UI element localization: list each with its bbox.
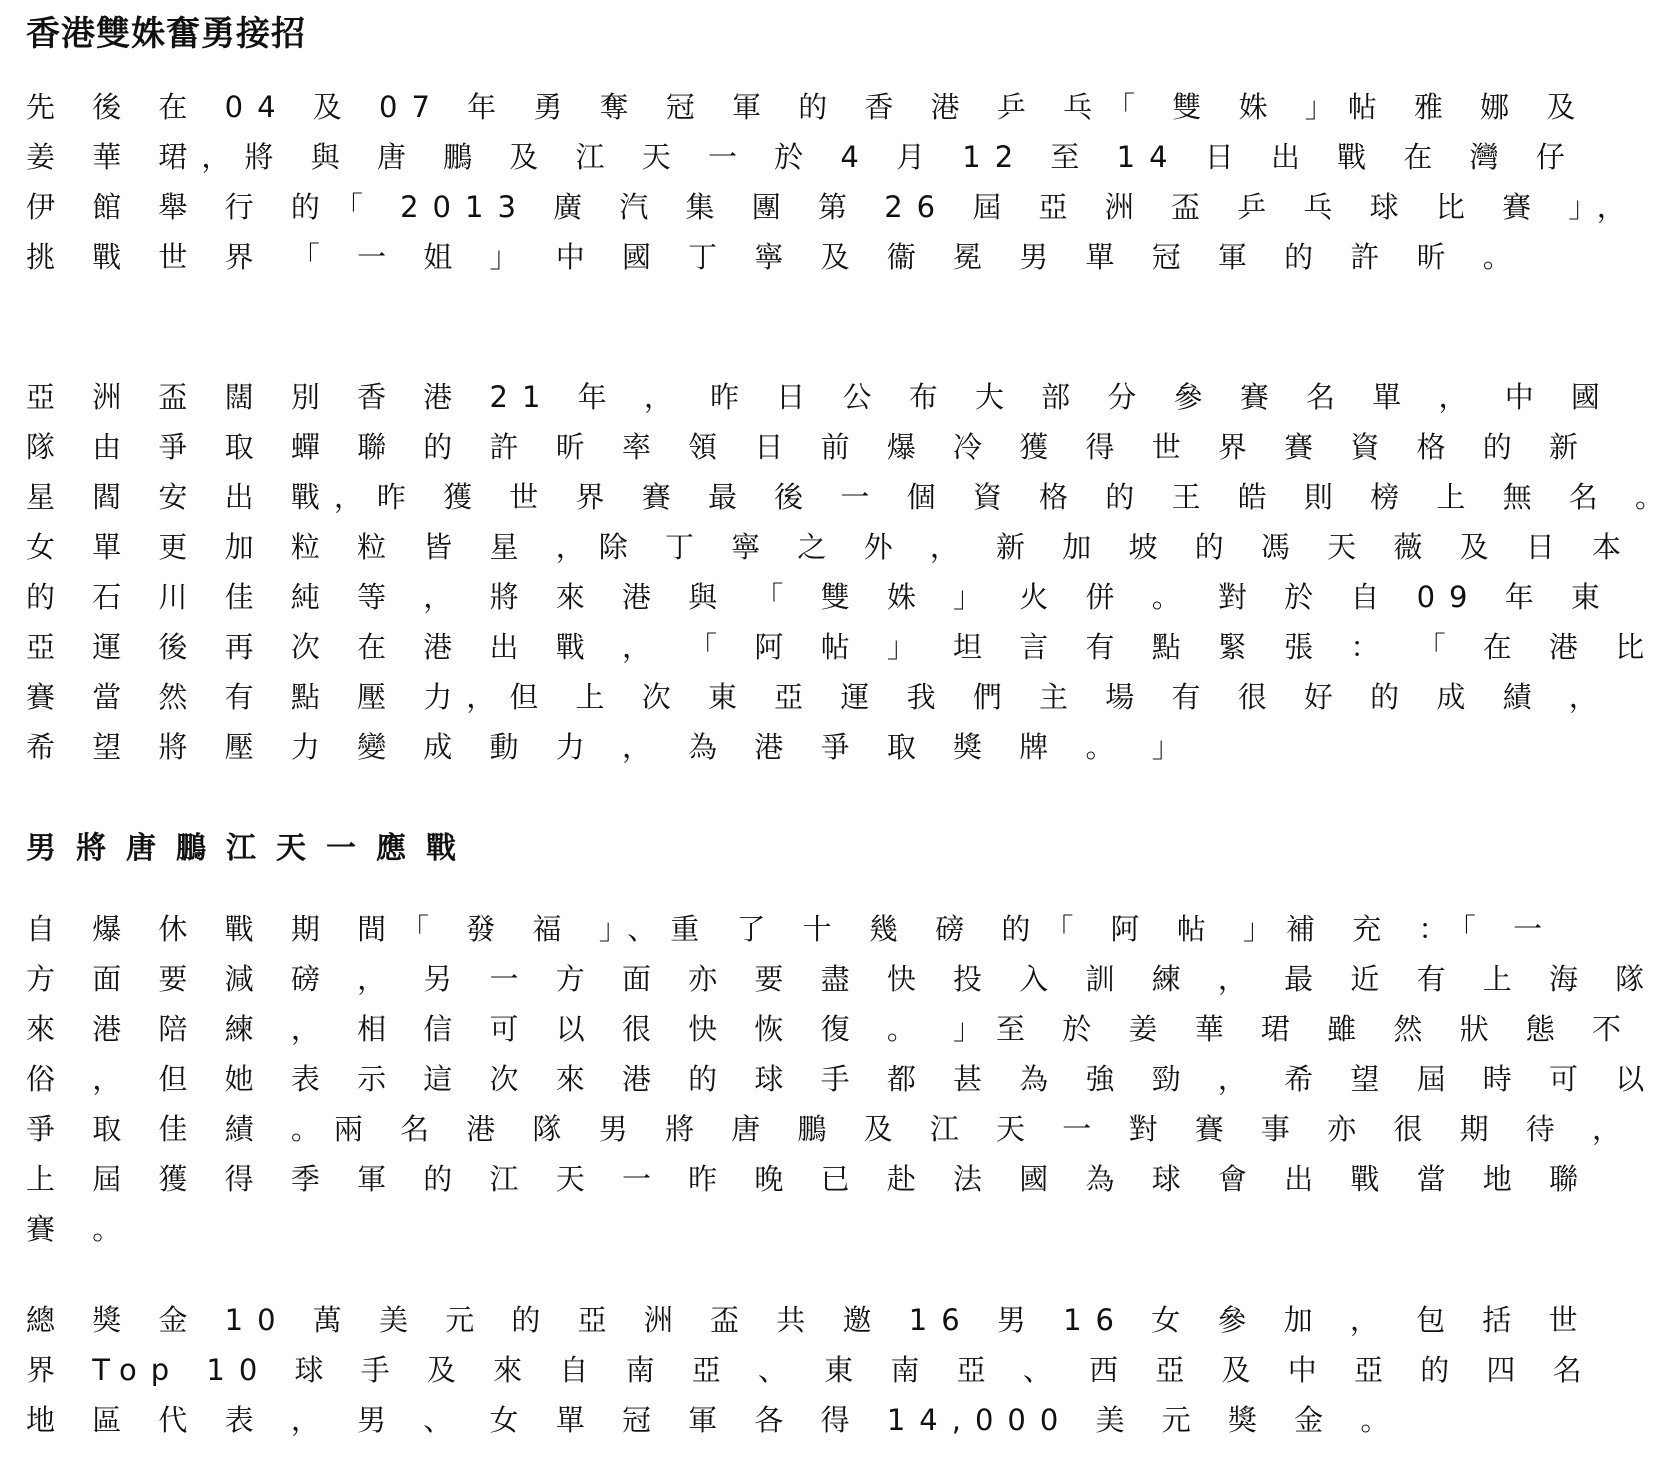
text-line: 來 港 陪 練 ， 相 信 可 以 很 快 恢 復 。 」至 於 姜 華 珺 雖 然 狀 態 不 — [26, 1012, 1636, 1046]
text-line: 姜 華 珺，將 與 唐 鵬 及 江 天 一 於 4 月 12 至 14 日 出 戰 在 灣 仔 — [26, 140, 1579, 174]
text-line: 星 閻 安 出 戰，昨 獲 世 界 賽 最 後 一 個 資 格 的 王 皓 則 榜 上 無 名 。 — [26, 480, 1678, 514]
text-line: 伊 館 舉 行 的「 2013 廣 汽 集 團 第 26 屆 亞 洲 盃 乒 乓 球 比 賽 」， — [26, 190, 1640, 224]
text-line: 賽 。 — [26, 1212, 136, 1246]
text-line: 亞 洲 盃 闊 別 香 港 21 年 ， 昨 日 公 布 大 部 分 參 賽 名 單 ， 中 國 — [26, 380, 1614, 414]
text-line: 總 獎 金 10 萬 美 元 的 亞 洲 盃 共 邀 16 男 16 女 參 加 ， 包 括 世 — [26, 1303, 1592, 1337]
text-line: 界 Top 10 球 手 及 來 自 南 亞 、 東 南 亞 、 西 亞 及 中 亞 的 四 名 — [26, 1353, 1596, 1387]
text-line: 挑 戰 世 界 「 一 姐 」 中 國 丁 寧 及 衞 冕 男 單 冠 軍 的 許 昕 。 — [26, 240, 1526, 274]
text-line: 亞 運 後 再 次 在 港 出 戰 ， 「 阿 帖 」 坦 言 有 點 緊 張 ： 「 在 港 比 — [26, 630, 1659, 664]
text-line: 女 單 更 加 粒 粒 皆 星 ，除 丁 寧 之 外 ， 新 加 坡 的 馮 天 薇 及 日 本 — [26, 530, 1636, 564]
text-line: 地 區 代 表 ， 男 、 女 單 冠 軍 各 得 14,000 美 元 獎 金 。 — [26, 1403, 1404, 1437]
section-subheading: 男將唐鵬江天一應戰 — [26, 831, 476, 866]
text-line: 隊 由 爭 取 蟬 聯 的 許 昕 率 領 日 前 爆 冷 獲 得 世 界 賽 資 格 的 新 — [26, 430, 1593, 464]
text-line: 先 後 在 04 及 07 年 勇 奪 冠 軍 的 香 港 乒 乓「 雙 姝 」帖 雅 娜 及 — [26, 90, 1590, 124]
text-line: 賽 當 然 有 點 壓 力，但 上 次 東 亞 運 我 們 主 場 有 很 好 的 成 績 ， — [26, 680, 1612, 714]
paragraph-prize — [26, 1295, 1596, 1445]
text-line: 方 面 要 減 磅 ， 另 一 方 面 亦 要 盡 快 投 入 訓 練 ， 最 近 有 上 海 隊 — [26, 962, 1659, 996]
paragraph-training — [26, 904, 1658, 1254]
article-title: 香港雙姝奮勇接招 — [26, 14, 306, 54]
text-line: 俗 ， 但 她 表 示 這 次 來 港 的 球 手 都 甚 為 強 勁 ， 希 望 屆 時 可 以 — [26, 1062, 1659, 1096]
paragraph-intro — [26, 82, 1640, 282]
text-line: 希 望 將 壓 力 變 成 動 力 ， 為 港 爭 取 獎 牌 。 」 — [26, 730, 1195, 764]
text-line: 自 爆 休 戰 期 間「 發 福 」、重 了 十 幾 磅 的「 阿 帖 」補 充 ：「 一 — [26, 912, 1557, 946]
text-line: 上 屆 獲 得 季 軍 的 江 天 一 昨 晚 已 赴 法 國 為 球 會 出 戰 當 地 聯 — [26, 1162, 1593, 1196]
paragraph-lineup — [26, 372, 1678, 772]
text-line: 的 石 川 佳 純 等 ， 將 來 港 與 「 雙 姝 」 火 併 。 對 於 自 09 年 東 — [26, 580, 1614, 614]
article — [26, 12, 1678, 1437]
text-line: 爭 取 佳 績 。兩 名 港 隊 男 將 唐 鵬 及 江 天 一 對 賽 事 亦 很 期 待 ， — [26, 1112, 1636, 1146]
